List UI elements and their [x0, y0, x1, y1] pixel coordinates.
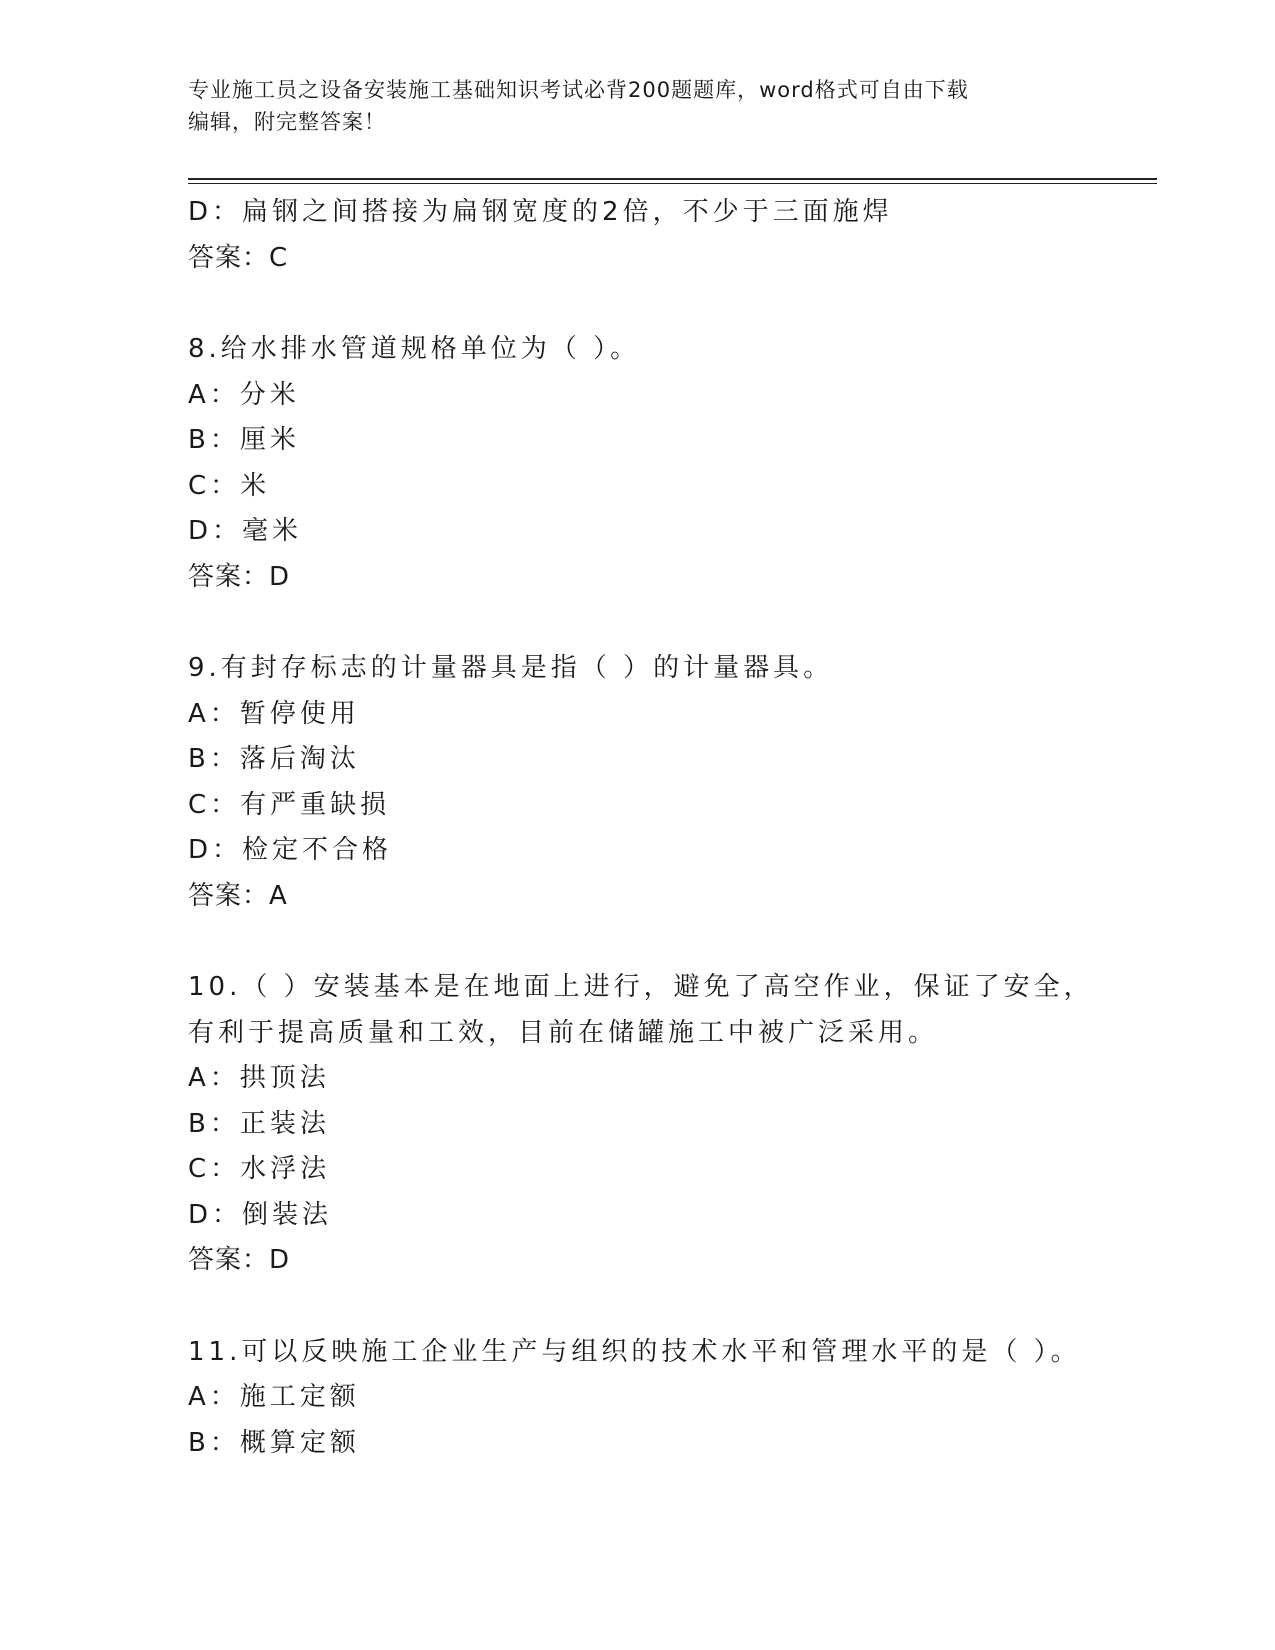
question-8-answer: 答案：D: [188, 561, 291, 592]
question-10-option-d: D：倒装法: [188, 1199, 333, 1230]
question-9-option-c: C：有严重缺损: [188, 789, 391, 820]
spacer: [188, 919, 1088, 965]
question-8-option-b: B：厘米: [188, 425, 300, 455]
question-8-option-a: A：分米: [188, 379, 300, 410]
question-9-option-b: B：落后淘汰: [188, 744, 360, 774]
spacer: [188, 600, 1088, 646]
header-divider-thin: [188, 183, 1157, 184]
question-11-option-a: A：施工定额: [188, 1382, 360, 1412]
spacer: [188, 1284, 1088, 1330]
question-9-text: 9.有封存标志的计量器具是指（ ）的计量器具。: [188, 653, 834, 683]
question-10-option-a: A：拱顶法: [188, 1063, 330, 1093]
question-11-text: 11.可以反映施工企业生产与组织的技术水平和管理水平的是（ ）。: [188, 1336, 1081, 1367]
question-8-option-c: C：米: [188, 470, 271, 501]
question-9-answer: 答案：A: [188, 880, 288, 911]
header-title-line-1: 专业施工员之设备安装施工基础知识考试必背200题题库，word格式可自由下载: [188, 78, 969, 102]
question-8-text: 8.给水排水管道规格单位为（ ）。: [188, 334, 641, 364]
document-header: [188, 74, 1088, 138]
previous-option-d: D：扁钢之间搭接为扁钢宽度的2倍，不少于三面施焊: [188, 197, 893, 227]
question-9-option-a: A：暂停使用: [188, 698, 360, 729]
question-content: [188, 190, 1094, 1466]
header-title-line-2: 编辑，附完整答案！: [188, 110, 386, 134]
question-10-text-line-1: 10.（ ）安装基本是在地面上进行，避免了高空作业，保证了安全，: [188, 972, 1094, 1002]
question-10-option-c: C：水浮法: [188, 1154, 331, 1184]
spacer: [188, 281, 1088, 327]
question-9-option-d: D：检定不合格: [188, 835, 393, 865]
question-8-option-d: D：毫米: [188, 516, 303, 546]
question-10-text-line-2: 有利于提高质量和工效，目前在储罐施工中被广泛采用。: [188, 1017, 939, 1048]
question-10-answer: 答案：D: [188, 1245, 291, 1275]
question-10-option-b: B：正装法: [188, 1108, 330, 1139]
question-11-option-b: B：概算定额: [188, 1427, 360, 1458]
previous-answer: 答案：C: [188, 242, 289, 273]
header-divider-thick: [188, 178, 1157, 180]
